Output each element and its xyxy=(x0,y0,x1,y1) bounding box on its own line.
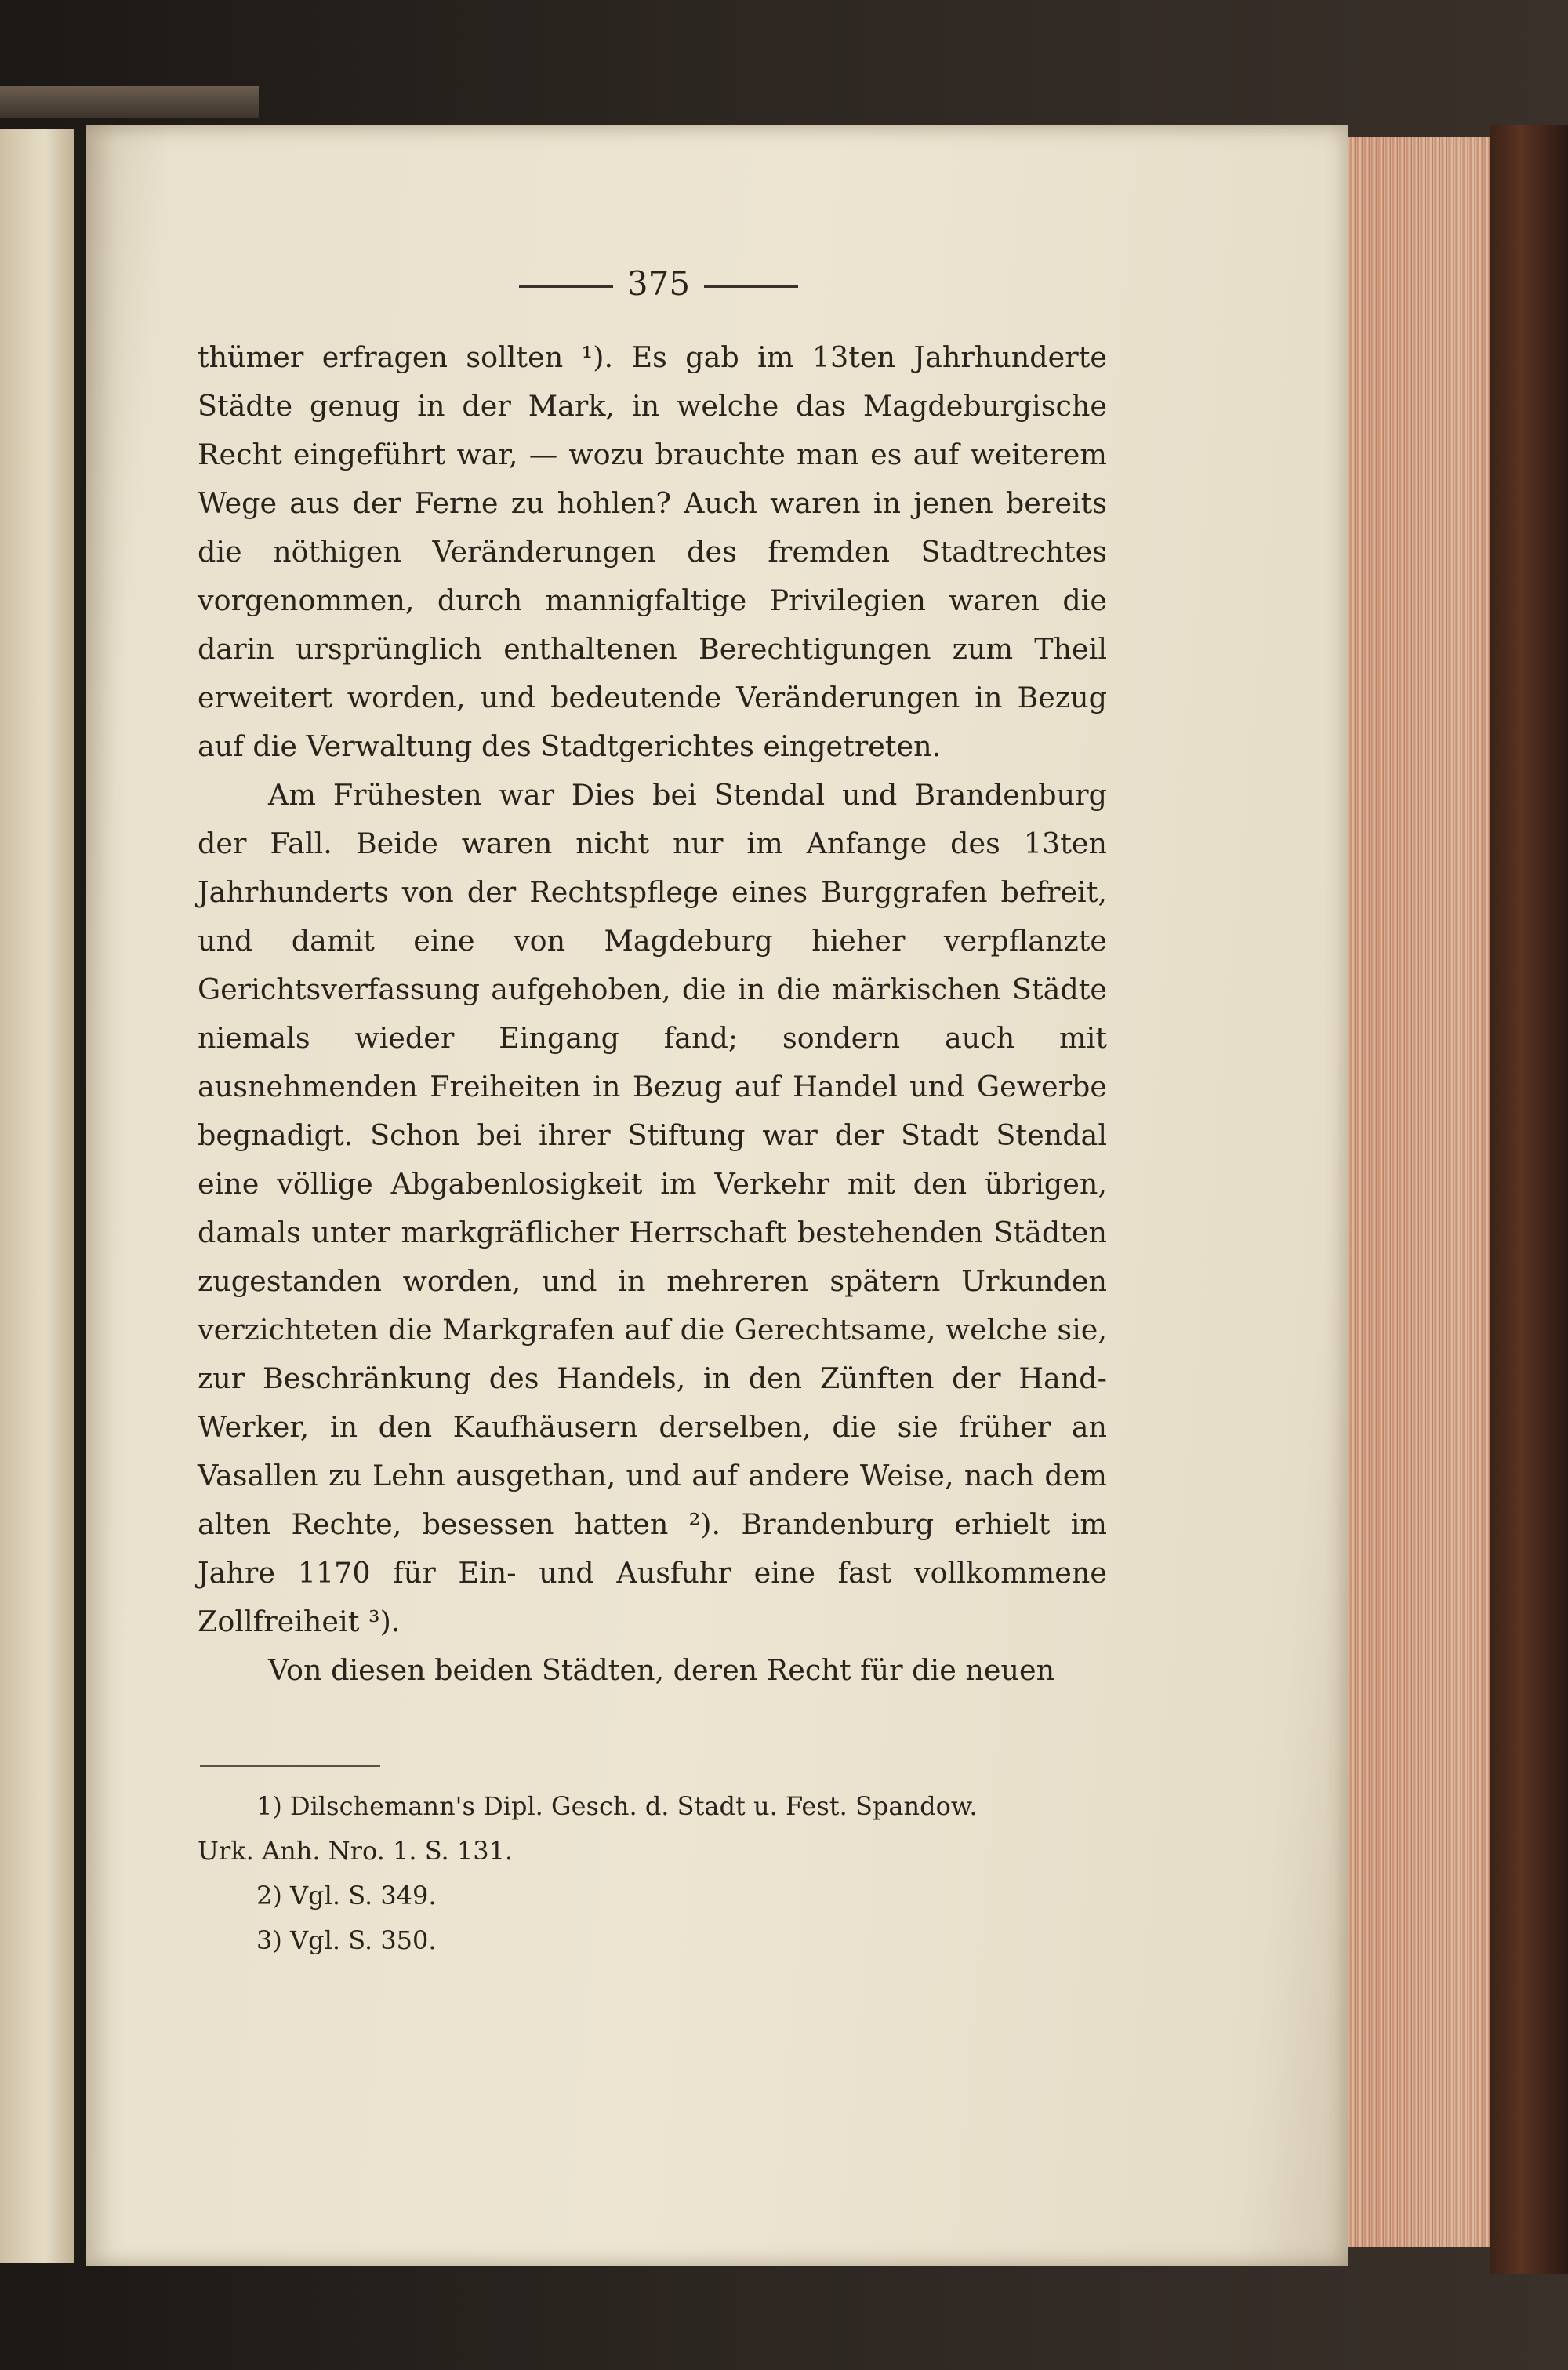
book-cover-right xyxy=(1490,125,1568,2274)
left-page-edge xyxy=(0,129,74,2263)
footnote: 3) Vgl. S. 350. xyxy=(256,1925,437,1955)
body-text xyxy=(198,333,1107,1695)
paragraph: Von diesen beiden Städten, deren Recht für die neuen xyxy=(268,1653,1055,1687)
footnote: 1) Dilschemann's Dipl. Gesch. d. Stadt u. Fest. Spandow. xyxy=(256,1791,978,1821)
footnote-continuation: Urk. Anh. Nro. 1. S. 131. xyxy=(198,1836,514,1866)
header-dash-right xyxy=(704,285,798,288)
footnotes xyxy=(198,1784,1107,1963)
header-dash-left xyxy=(519,285,613,288)
footnote: 2) Vgl. S. 349. xyxy=(256,1881,437,1910)
paragraph: thümer erfragen sollten ¹). Es gab im 13ten Jahrhunderte Städte genug in der Mark, in welche das Magdeburgische Recht eingeführt war, — wozu brauchte man es auf weiterem Wege aus der Ferne zu hohlen? Auch waren in jenen bereits die nöthigen Veränderungen des fremden Stadtrechtes vorgenommen, durch mannigfaltige Privilegien waren die darin ursprünglich enthaltenen Berechtigungen zum Theil erweitert worden, und bedeutende Veränderungen in Bezug auf die Verwaltung des Stadtgerichtes eingetreten. xyxy=(198,340,1107,763)
spine-strip xyxy=(0,86,259,118)
page-header xyxy=(502,260,815,307)
paragraph: Am Frühesten war Dies bei Stendal und Brandenburg der Fall. Beide waren nicht nur im Anfange des 13ten Jahrhunderts von der Rechtspflege eines Burggrafen befreit, und damit eine von Magdeburg hieher verpflanzte Gerichtsverfassung aufgehoben, die in die märkischen Städte niemals wieder Eingang fand; sondern auch mit ausnehmenden Freiheiten in Bezug auf Handel und Gewerbe begnadigt. Schon bei ihrer Stiftung war der Stadt Stendal eine völlige Abgabenlosigkeit im Verkehr mit den übrigen, damals unter markgräflicher Herrschaft bestehenden Städten zugestanden worden, und in mehreren spätern Urkunden verzichteten die Markgrafen auf die Gerechtsame, welche sie, zur Beschränkung des Handels, in den Zünften der Hand-Werker, in den Kaufhäusern derselben, die sie früher an Vasallen zu Lehn ausgethan, und auf andere Weise, nach dem alten Rechte, besessen hatten ²). Brandenburg erhielt im Jahre 1170 für Ein- und Ausfuhr eine fast vollkommene Zollfreiheit ³). xyxy=(198,778,1107,1638)
page-edges xyxy=(1348,137,1490,2247)
footnote-rule xyxy=(200,1765,380,1767)
page-number: 375 xyxy=(626,264,691,303)
